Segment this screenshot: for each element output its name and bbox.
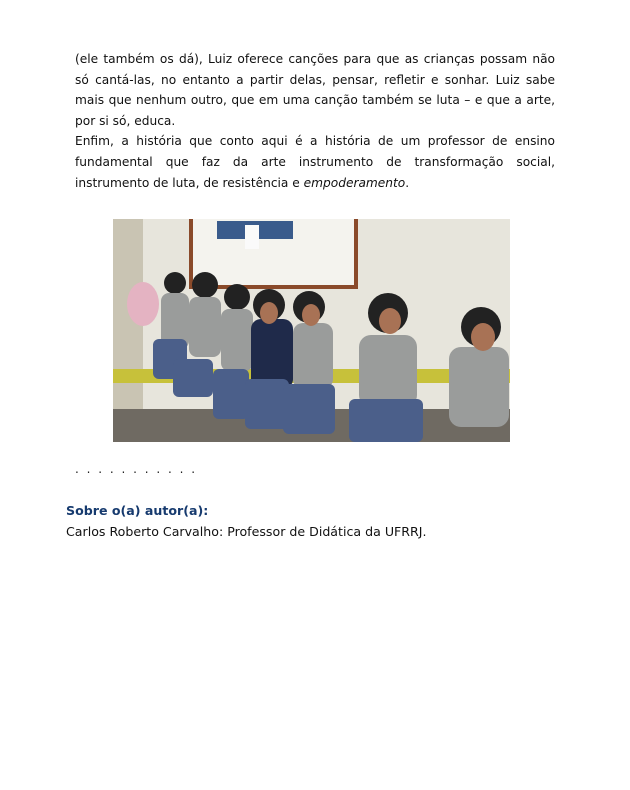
article-body bbox=[75, 49, 555, 193]
paragraph-2 bbox=[75, 131, 555, 193]
paragraph-2-end: . bbox=[405, 175, 410, 190]
author-bio: Carlos Roberto Carvalho: Professor de Didática da UFRRJ. bbox=[66, 524, 427, 539]
paragraph-1: (ele também os dá), Luiz oferece canções para que as crianças possam não só cantá-las, no entanto a partir delas, pensar, refletir e sonhar. Luiz sabe mais que nenhum outro, que em uma canção também se luta – e que a arte, por si só, educa. bbox=[75, 52, 555, 128]
author-heading: Sobre o(a) autor(a): bbox=[66, 503, 209, 518]
paragraph-2-text: Enfim, a história que conto aqui é a história de um professor de ensino fundamental que faz da arte instrumento de transformação social, instrumento de luta, de resistência e bbox=[75, 134, 555, 190]
emphasis-empoderamento: empoderamento bbox=[303, 175, 406, 190]
section-separator: . . . . . . . . . . . bbox=[75, 462, 198, 476]
classroom-photo bbox=[113, 219, 510, 442]
